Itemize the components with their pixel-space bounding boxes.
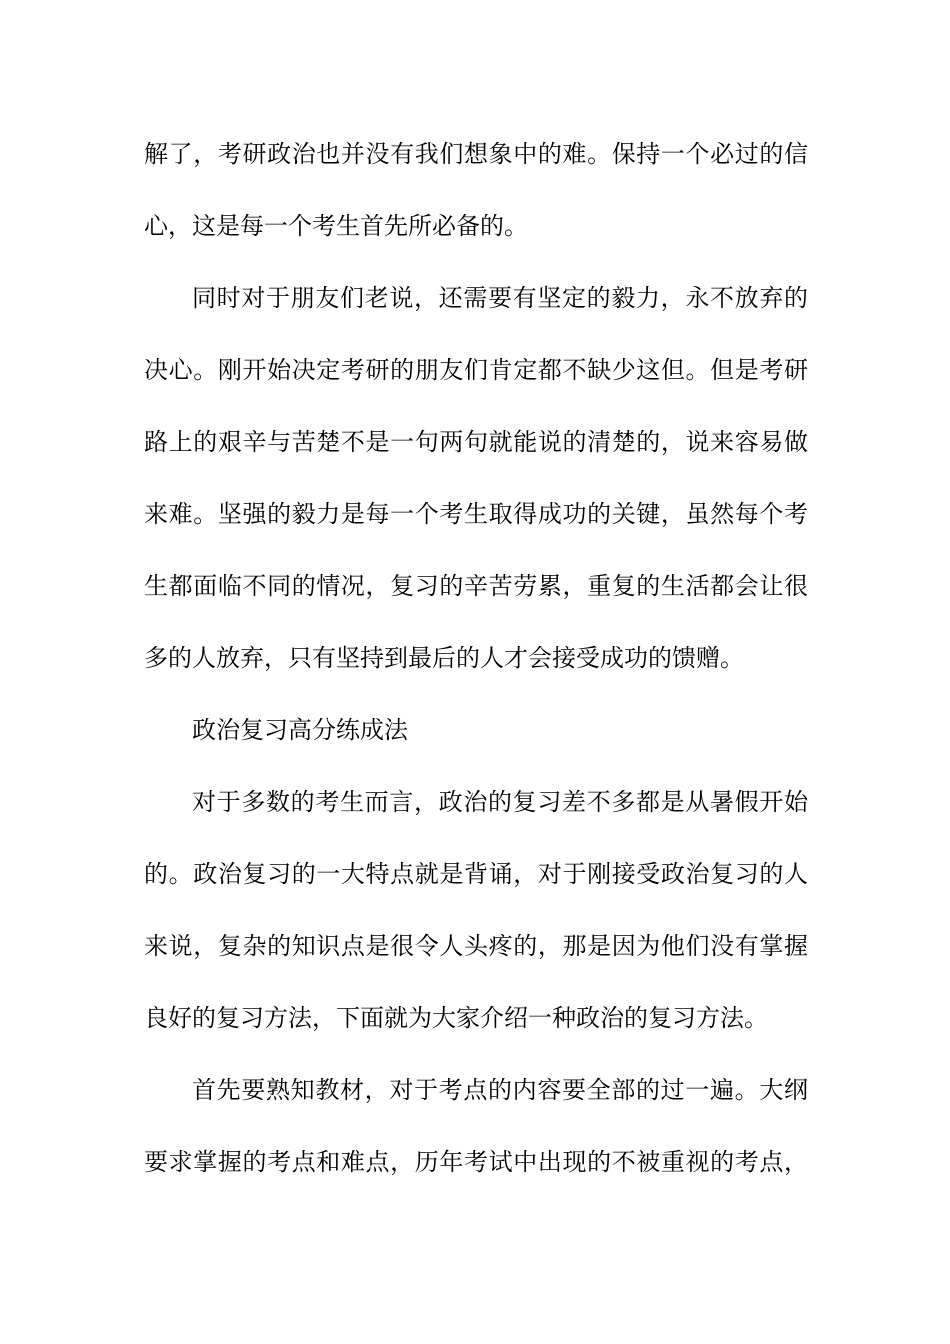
text-line: 的。政治复习的一大特点就是背诵，对于刚接受政治复习的人: [144, 860, 808, 888]
text-line: 决心。刚开始决定考研的朋友们肯定都不缺少这但。但是考研: [144, 356, 808, 384]
text-line: 路上的艰辛与苦楚不是一句两句就能说的清楚的，说来容易做: [144, 428, 808, 456]
text-line: 生都面临不同的情况，复习的辛苦劳累，重复的生活都会让很: [144, 572, 808, 600]
document-body: [144, 124, 808, 1204]
text-line: 多的人放弃，只有坚持到最后的人才会接受成功的馈赠。: [144, 644, 744, 672]
text-line: 要求掌握的考点和难点，历年考试中出现的不被重视的考点，: [144, 1148, 808, 1176]
text-line: 对于多数的考生而言，政治的复习差不多都是从暑假开始: [192, 788, 808, 816]
text-line: 同时对于朋友们老说，还需要有坚定的毅力，永不放弃的: [192, 284, 808, 312]
text-line: 首先要熟知教材，对于考点的内容要全部的过一遍。大纲: [192, 1076, 808, 1104]
text-line: 良好的复习方法，下面就为大家介绍一种政治的复习方法。: [144, 1004, 768, 1032]
text-line: 心，这是每一个考生首先所必备的。: [144, 212, 528, 240]
text-line: 来难。坚强的毅力是每一个考生取得成功的关键，虽然每个考: [144, 500, 808, 528]
section-heading: 政治复习高分练成法: [192, 716, 408, 744]
text-line: 来说，复杂的知识点是很令人头疼的，那是因为他们没有掌握: [144, 932, 808, 960]
text-line: 解了，考研政治也并没有我们想象中的难。保持一个必过的信: [144, 140, 808, 168]
